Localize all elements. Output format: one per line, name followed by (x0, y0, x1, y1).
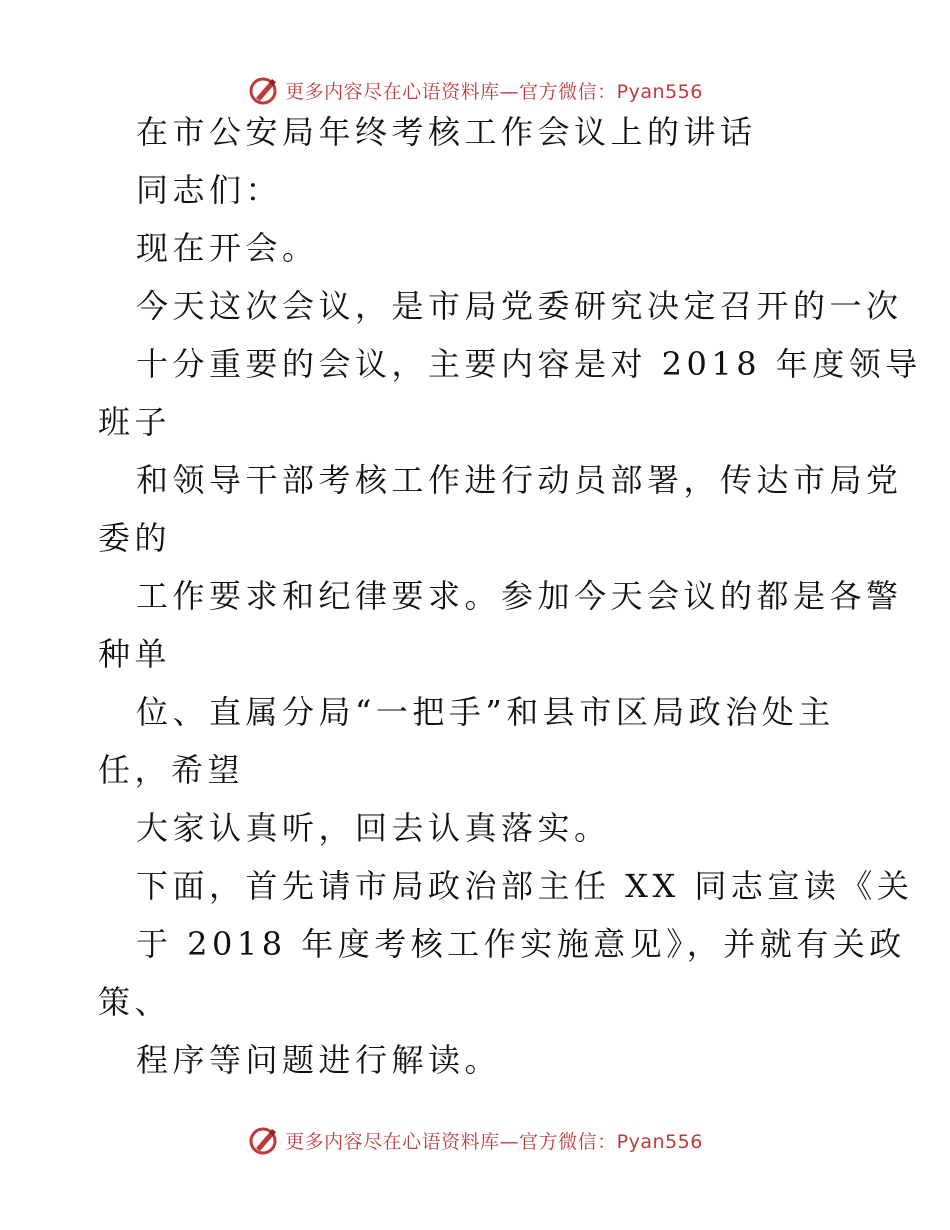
paragraph-line-continuation: 委的 (98, 519, 172, 557)
document-title: 在市公安局年终考核工作会议上的讲话 (136, 113, 757, 151)
paragraph-line: 程序等问题进行解读。 (136, 1041, 502, 1079)
watermark-text: 更多内容尽在心语资料库—官方微信：Pyan556 (285, 80, 703, 103)
paragraph-line-continuation: 策、 (98, 983, 172, 1021)
paragraph-line-continuation: 种单 (98, 635, 172, 673)
paragraph-line: 工作要求和纪律要求。参加今天会议的都是各警 (136, 577, 903, 615)
paragraph-line: 下面，首先请市局政治部主任 XX 同志宣读《关 (136, 867, 914, 905)
watermark-text: 更多内容尽在心语资料库—官方微信：Pyan556 (285, 1130, 703, 1153)
paragraph-line: 十分重要的会议，主要内容是对 2018 年度领导 (136, 345, 922, 383)
paragraph-line: 和领导干部考核工作进行动员部署，传达市局党 (136, 461, 903, 499)
footer-watermark (0, 1120, 950, 1160)
paragraph-line-continuation: 班子 (98, 403, 172, 441)
paragraph-line: 大家认真听，回去认真落实。 (136, 809, 611, 847)
paragraph-line: 位、直属分局“一把手”和县市区局政治处主 (136, 693, 835, 731)
paragraph-line: 今天这次会议，是市局党委研究决定召开的一次 (136, 287, 903, 325)
pen-logo-icon (247, 1124, 279, 1156)
paragraph-line: 于 2018 年度考核工作实施意见》，并就有关政 (136, 925, 906, 963)
paragraph-line: 现在开会。 (136, 229, 319, 267)
paragraph-line-continuation: 任，希望 (98, 751, 245, 789)
salutation: 同志们： (136, 171, 283, 209)
